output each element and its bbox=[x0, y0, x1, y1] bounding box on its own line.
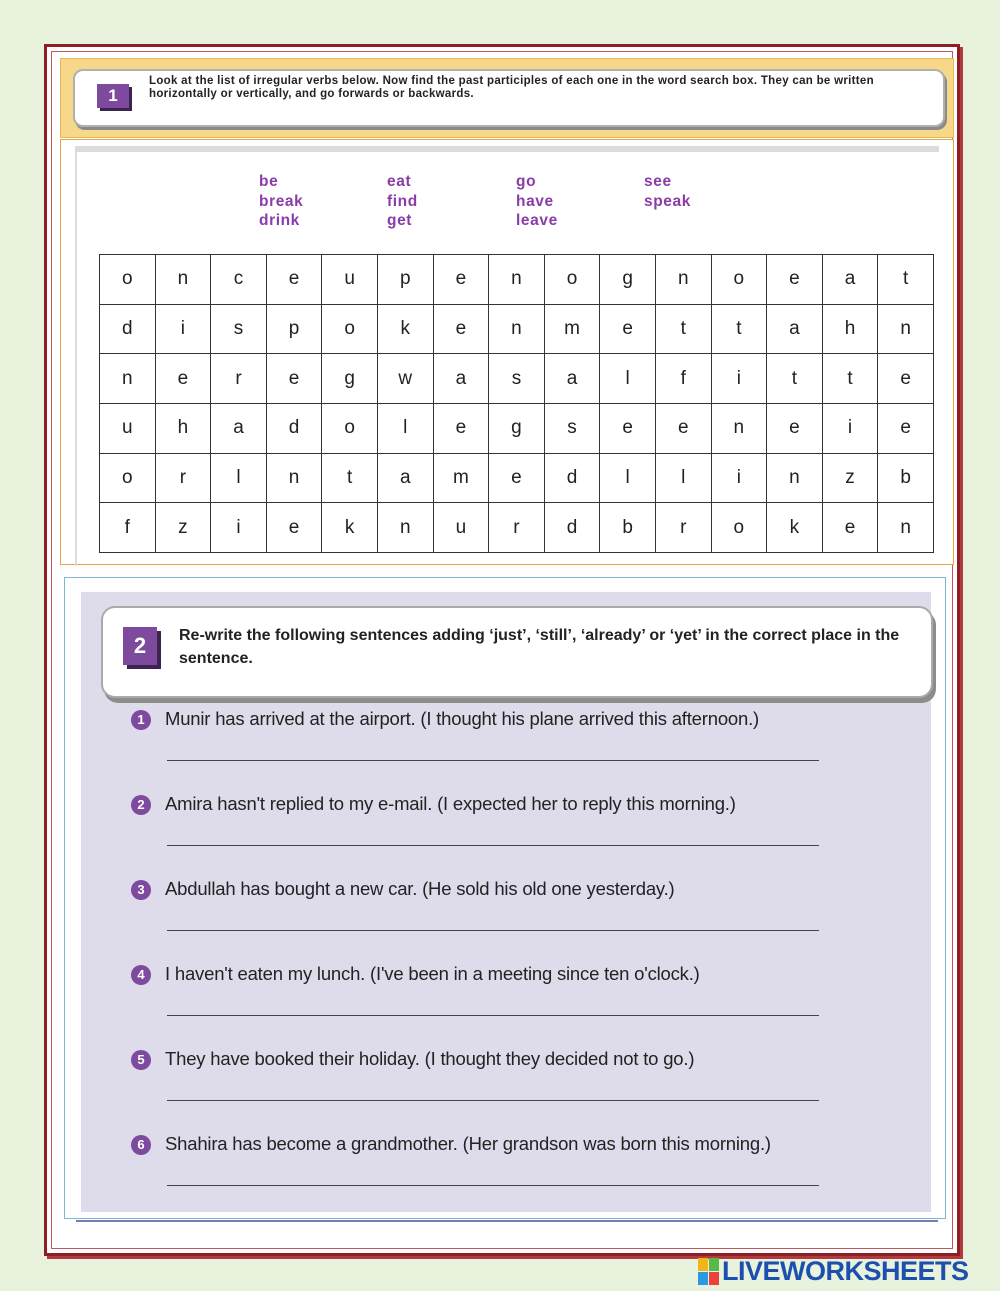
grid-cell[interactable]: m bbox=[433, 453, 489, 503]
grid-cell[interactable]: g bbox=[322, 354, 378, 404]
exercise-1-instruction: Look at the list of irregular verbs below. Now find the past participles of each one in the word search box. They can be written horizontally or vertically, and go forwards or backwards. bbox=[149, 75, 874, 100]
grid-cell[interactable]: o bbox=[711, 503, 767, 553]
grid-cell[interactable]: o bbox=[100, 255, 156, 305]
sentence-text: Munir has arrived at the airport. (I thought his plane arrived this afternoon.) bbox=[165, 708, 759, 729]
sentence-number: 5 bbox=[131, 1050, 151, 1070]
grid-cell[interactable]: n bbox=[489, 255, 545, 305]
grid-cell[interactable]: u bbox=[322, 255, 378, 305]
logo-tile bbox=[709, 1272, 719, 1285]
logo-text: LIVEWORKSHEETS bbox=[722, 1255, 969, 1286]
grid-cell[interactable]: o bbox=[322, 304, 378, 354]
grid-cell[interactable]: l bbox=[211, 453, 267, 503]
grid-cell[interactable]: e bbox=[878, 404, 934, 454]
grid-cell[interactable]: m bbox=[544, 304, 600, 354]
exercise-2-number: 2 bbox=[123, 627, 157, 665]
grid-row bbox=[100, 255, 934, 305]
sentence-number: 2 bbox=[131, 795, 151, 815]
grid-cell[interactable]: l bbox=[655, 453, 711, 503]
verb: be bbox=[259, 173, 279, 190]
grid-cell[interactable]: n bbox=[489, 304, 545, 354]
grid-cell[interactable]: k bbox=[377, 304, 433, 354]
grid-cell[interactable]: c bbox=[211, 255, 267, 305]
grid-cell[interactable]: g bbox=[489, 404, 545, 454]
grid-cell[interactable]: e bbox=[878, 354, 934, 404]
grid-cell[interactable]: e bbox=[600, 404, 656, 454]
grid-cell[interactable]: b bbox=[878, 453, 934, 503]
answer-line[interactable] bbox=[167, 845, 819, 846]
exercise-1-header bbox=[60, 58, 954, 138]
verb: find bbox=[387, 192, 418, 210]
answer-line[interactable] bbox=[167, 1185, 819, 1186]
verb: break bbox=[259, 192, 304, 210]
grid-cell[interactable]: f bbox=[655, 354, 711, 404]
grid-cell[interactable]: e bbox=[655, 404, 711, 454]
grid-cell[interactable]: e bbox=[433, 255, 489, 305]
grid-cell[interactable]: l bbox=[377, 404, 433, 454]
grid-cell[interactable]: t bbox=[767, 354, 823, 404]
grid-cell[interactable]: n bbox=[266, 453, 322, 503]
grid-cell[interactable]: u bbox=[433, 503, 489, 553]
grid-cell[interactable]: n bbox=[767, 453, 823, 503]
exercise-2-panel bbox=[81, 592, 931, 1212]
grid-cell[interactable]: t bbox=[711, 304, 767, 354]
grid-cell[interactable]: k bbox=[322, 503, 378, 553]
grid-cell[interactable]: r bbox=[155, 453, 211, 503]
grid-cell[interactable]: t bbox=[322, 453, 378, 503]
grid-row bbox=[100, 404, 934, 454]
grid-cell[interactable]: a bbox=[377, 453, 433, 503]
grid-cell[interactable]: t bbox=[822, 354, 878, 404]
grid-cell[interactable]: e bbox=[266, 354, 322, 404]
exercise-1-instruction-box bbox=[73, 69, 945, 127]
verb-column-4 bbox=[644, 172, 764, 211]
worksheet-page bbox=[44, 44, 960, 1256]
exercise-1-number: 1 bbox=[97, 84, 129, 108]
grid-cell[interactable]: e bbox=[600, 304, 656, 354]
exercise-2-area bbox=[64, 577, 946, 1219]
grid-cell[interactable]: o bbox=[544, 255, 600, 305]
grid-cell[interactable]: n bbox=[155, 255, 211, 305]
sentence-item bbox=[131, 1048, 851, 1098]
sentence-item bbox=[131, 1133, 851, 1183]
grid-cell[interactable]: e bbox=[822, 503, 878, 553]
verb-column-1 bbox=[259, 172, 379, 231]
grid-cell[interactable]: o bbox=[322, 404, 378, 454]
verb: get bbox=[387, 212, 413, 229]
grid-cell[interactable]: s bbox=[489, 354, 545, 404]
grid-cell[interactable]: b bbox=[600, 503, 656, 553]
grid-cell[interactable]: r bbox=[489, 503, 545, 553]
grid-cell[interactable]: w bbox=[377, 354, 433, 404]
logo-tile bbox=[698, 1272, 708, 1285]
verb-column-3 bbox=[516, 172, 636, 231]
grid-cell[interactable]: g bbox=[600, 255, 656, 305]
grid-cell[interactable]: z bbox=[822, 453, 878, 503]
grid-cell[interactable]: a bbox=[822, 255, 878, 305]
exercise-2-instruction-box bbox=[101, 606, 933, 698]
verb: eat bbox=[387, 173, 412, 190]
grid-cell[interactable]: n bbox=[878, 503, 934, 553]
grid-cell[interactable]: a bbox=[767, 304, 823, 354]
grid-cell[interactable]: n bbox=[100, 354, 156, 404]
sentence-item bbox=[131, 878, 851, 928]
logo-tile bbox=[698, 1258, 708, 1271]
grid-cell[interactable]: e bbox=[266, 503, 322, 553]
sentence-number: 3 bbox=[131, 880, 151, 900]
grid-row bbox=[100, 503, 934, 553]
answer-line[interactable] bbox=[167, 930, 819, 931]
grid-cell[interactable]: p bbox=[377, 255, 433, 305]
grid-cell[interactable]: d bbox=[266, 404, 322, 454]
word-search-grid bbox=[99, 254, 934, 553]
sentence-text: Shahira has become a grandmother. (Her grandson was born this morning.) bbox=[165, 1133, 771, 1154]
grid-cell[interactable]: i bbox=[711, 354, 767, 404]
grid-cell[interactable]: l bbox=[600, 354, 656, 404]
grid-cell[interactable]: e bbox=[155, 354, 211, 404]
sentence-text: I haven't eaten my lunch. (I've been in a meeting since ten o'clock.) bbox=[165, 963, 700, 984]
grid-cell[interactable]: h bbox=[822, 304, 878, 354]
grid-cell[interactable]: e bbox=[433, 404, 489, 454]
logo-tile bbox=[709, 1258, 719, 1271]
grid-cell[interactable]: i bbox=[711, 453, 767, 503]
grid-cell[interactable]: o bbox=[100, 453, 156, 503]
sentence-text: Abdullah has bought a new car. (He sold his old one yesterday.) bbox=[165, 878, 675, 899]
answer-line[interactable] bbox=[167, 1100, 819, 1101]
sentence-item bbox=[131, 793, 851, 843]
grid-cell[interactable]: s bbox=[211, 304, 267, 354]
logo-mark-icon bbox=[698, 1258, 719, 1285]
bottom-divider bbox=[76, 1220, 938, 1222]
grid-cell[interactable]: a bbox=[544, 354, 600, 404]
sentence-number: 1 bbox=[131, 710, 151, 730]
grid-cell[interactable]: n bbox=[878, 304, 934, 354]
verb: go bbox=[516, 173, 537, 190]
grid-row bbox=[100, 304, 934, 354]
word-search-area bbox=[60, 139, 954, 565]
grid-cell[interactable]: n bbox=[377, 503, 433, 553]
grid-cell[interactable]: d bbox=[544, 503, 600, 553]
verb: drink bbox=[259, 212, 300, 229]
answer-line[interactable] bbox=[167, 760, 819, 761]
sentence-number: 6 bbox=[131, 1135, 151, 1155]
verb: speak bbox=[644, 192, 691, 210]
answer-line[interactable] bbox=[167, 1015, 819, 1016]
grid-row bbox=[100, 453, 934, 503]
grid-cell[interactable]: i bbox=[155, 304, 211, 354]
grid-cell[interactable]: n bbox=[711, 404, 767, 454]
grid-cell[interactable]: i bbox=[211, 503, 267, 553]
grid-cell[interactable]: i bbox=[822, 404, 878, 454]
grid-cell[interactable]: d bbox=[100, 304, 156, 354]
grid-cell[interactable]: p bbox=[266, 304, 322, 354]
word-search-panel bbox=[75, 146, 939, 566]
grid-cell[interactable]: u bbox=[100, 404, 156, 454]
exercise-2-instruction: Re-write the following sentences adding ‘just’, ‘still’, ‘already’ or ‘yet’ in the correct place in the sentence. bbox=[179, 627, 900, 667]
sentence-item bbox=[131, 708, 851, 758]
grid-cell[interactable]: e bbox=[767, 255, 823, 305]
grid-cell[interactable]: e bbox=[767, 404, 823, 454]
verb: have bbox=[516, 192, 554, 210]
sentence-item bbox=[131, 963, 851, 1013]
grid-cell[interactable]: t bbox=[655, 304, 711, 354]
page-border bbox=[51, 51, 953, 1249]
grid-cell[interactable]: e bbox=[433, 304, 489, 354]
grid-cell[interactable]: r bbox=[655, 503, 711, 553]
grid-cell[interactable]: l bbox=[600, 453, 656, 503]
verb-column-2 bbox=[387, 172, 507, 231]
grid-cell[interactable]: s bbox=[544, 404, 600, 454]
grid-cell[interactable]: h bbox=[155, 404, 211, 454]
grid-cell[interactable]: f bbox=[100, 503, 156, 553]
verb: leave bbox=[516, 212, 558, 229]
grid-cell[interactable]: r bbox=[211, 354, 267, 404]
grid-cell[interactable]: t bbox=[878, 255, 934, 305]
sentence-text: Amira hasn't replied to my e-mail. (I expected her to reply this morning.) bbox=[165, 793, 736, 814]
grid-cell[interactable]: n bbox=[655, 255, 711, 305]
grid-cell[interactable]: e bbox=[266, 255, 322, 305]
sentence-text: They have booked their holiday. (I thought they decided not to go.) bbox=[165, 1048, 695, 1069]
grid-cell[interactable]: d bbox=[544, 453, 600, 503]
grid-cell[interactable]: k bbox=[767, 503, 823, 553]
grid-row bbox=[100, 354, 934, 404]
sentence-number: 4 bbox=[131, 965, 151, 985]
grid-cell[interactable]: a bbox=[211, 404, 267, 454]
liveworksheets-logo[interactable] bbox=[698, 1257, 969, 1285]
verb: see bbox=[644, 173, 672, 190]
grid-cell[interactable]: e bbox=[489, 453, 545, 503]
grid-cell[interactable]: z bbox=[155, 503, 211, 553]
grid-cell[interactable]: o bbox=[711, 255, 767, 305]
grid-cell[interactable]: a bbox=[433, 354, 489, 404]
